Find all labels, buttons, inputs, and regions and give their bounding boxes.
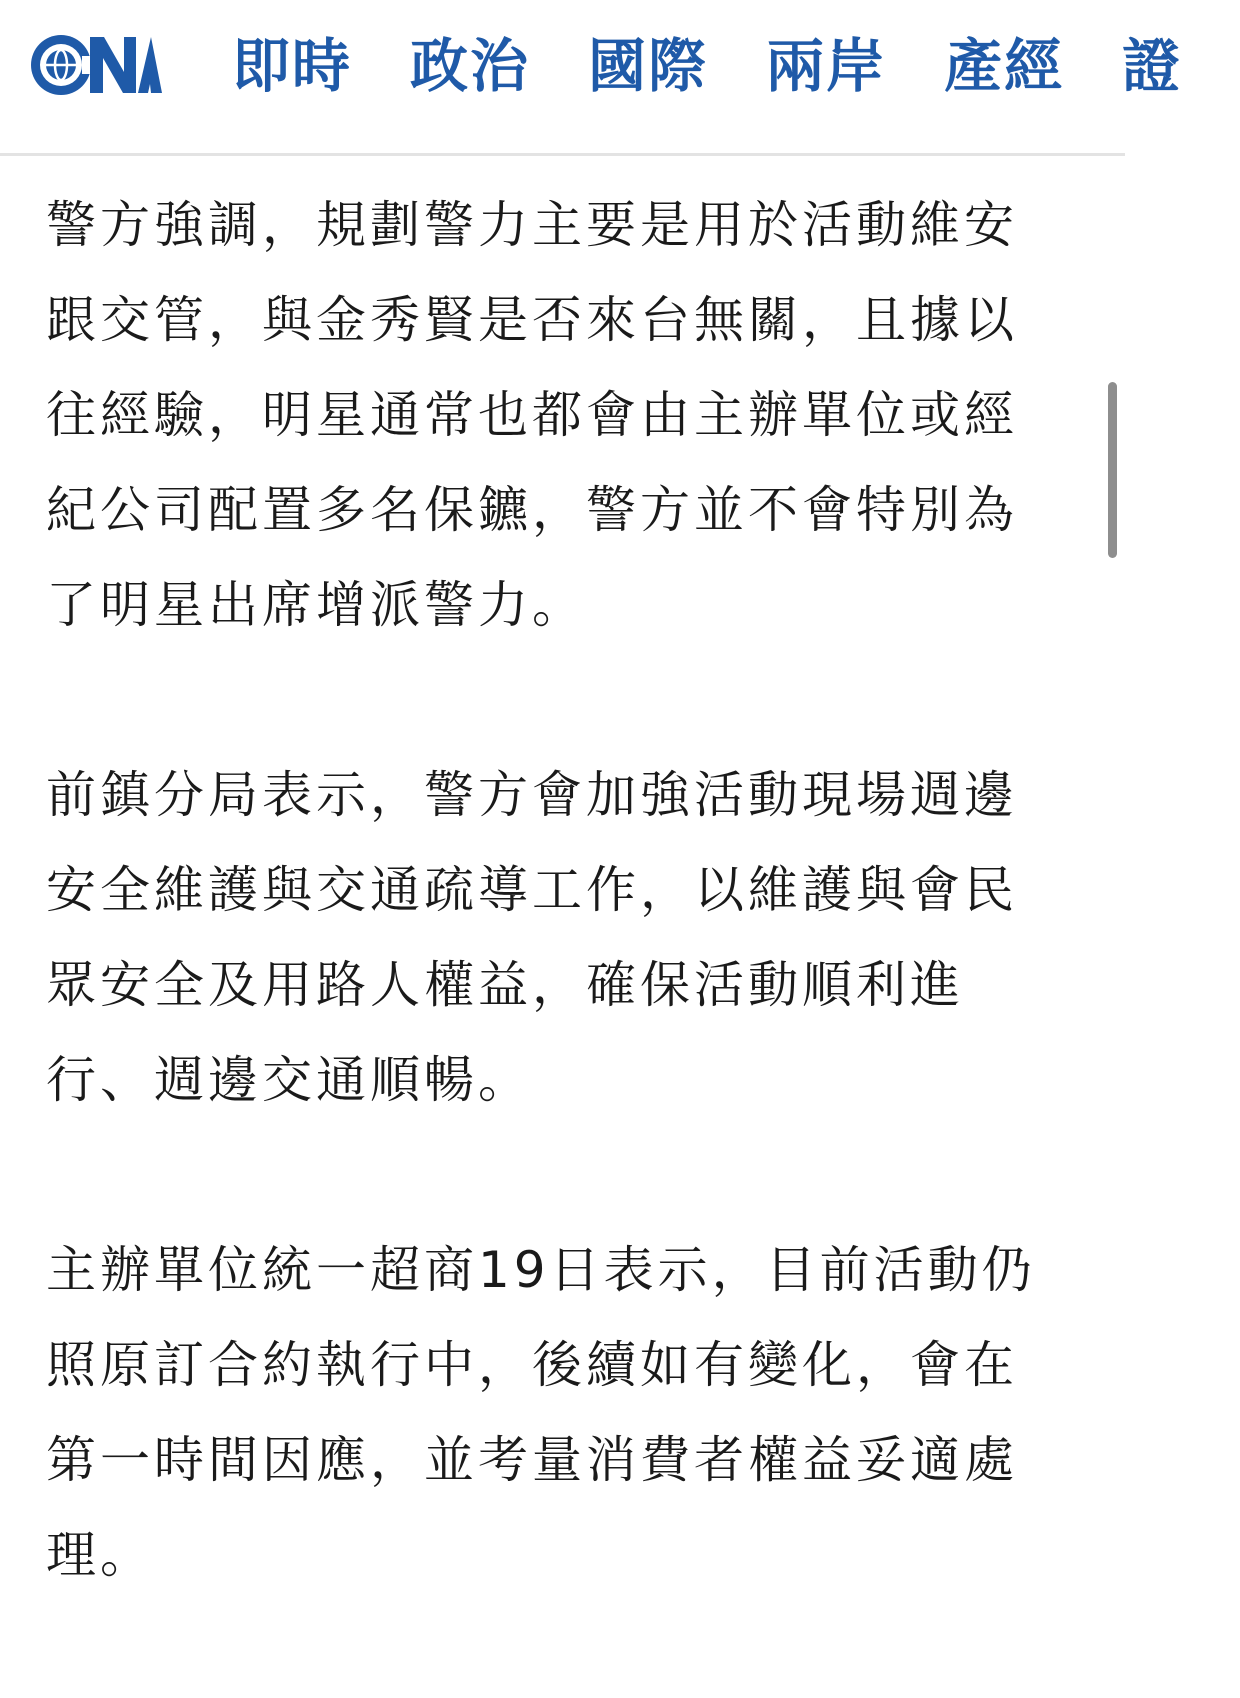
paragraph-line: 理。: [46, 1526, 154, 1584]
paragraph-line: 眾安全及用路人權益，確保活動順利進: [46, 956, 964, 1014]
article-body: [46, 178, 1046, 1698]
paragraph-line: 了明星出席增派警力。: [46, 576, 586, 634]
paragraph-line: 照原訂合約執行中，後續如有變化，會在: [46, 1336, 1018, 1394]
paragraph-line: 行、週邊交通順暢。: [46, 1051, 532, 1109]
paragraph-line: 安全維護與交通疏導工作，以維護與會民: [46, 861, 1018, 919]
article-paragraph: [46, 178, 1046, 653]
paragraph-line: 前鎮分局表示，警方會加強活動現場週邊: [46, 766, 1018, 824]
paragraph-line: 跟交管，與金秀賢是否來台無關，且據以: [46, 291, 1018, 349]
article-paragraph: [46, 748, 1046, 1128]
nav-item-securities[interactable]: 證: [1122, 32, 1183, 100]
top-navigation-bar: [0, 0, 1183, 156]
cna-logo-icon[interactable]: [30, 32, 162, 98]
paragraph-line: 主辦單位統一超商19日表示，目前活動仍: [46, 1241, 1036, 1299]
nav-item-politics[interactable]: 政治: [410, 32, 531, 100]
vertical-scrollbar[interactable]: [1108, 382, 1117, 558]
nav-item-economy[interactable]: 產經: [944, 32, 1065, 100]
nav-item-cross-strait[interactable]: 兩岸: [766, 32, 887, 100]
nav-item-breaking[interactable]: 即時: [232, 32, 353, 100]
paragraph-line: 往經驗，明星通常也都會由主辦單位或經: [46, 386, 1018, 444]
nav-item-international[interactable]: 國際: [588, 32, 709, 100]
article-paragraph: [46, 1223, 1046, 1603]
paragraph-line: 紀公司配置多名保鑣，警方並不會特別為: [46, 481, 1018, 539]
nav-menu: [232, 24, 1240, 108]
paragraph-line: 警方強調，規劃警力主要是用於活動維安: [46, 196, 1018, 254]
paragraph-line: 第一時間因應，並考量消費者權益妥適處: [46, 1431, 1018, 1489]
